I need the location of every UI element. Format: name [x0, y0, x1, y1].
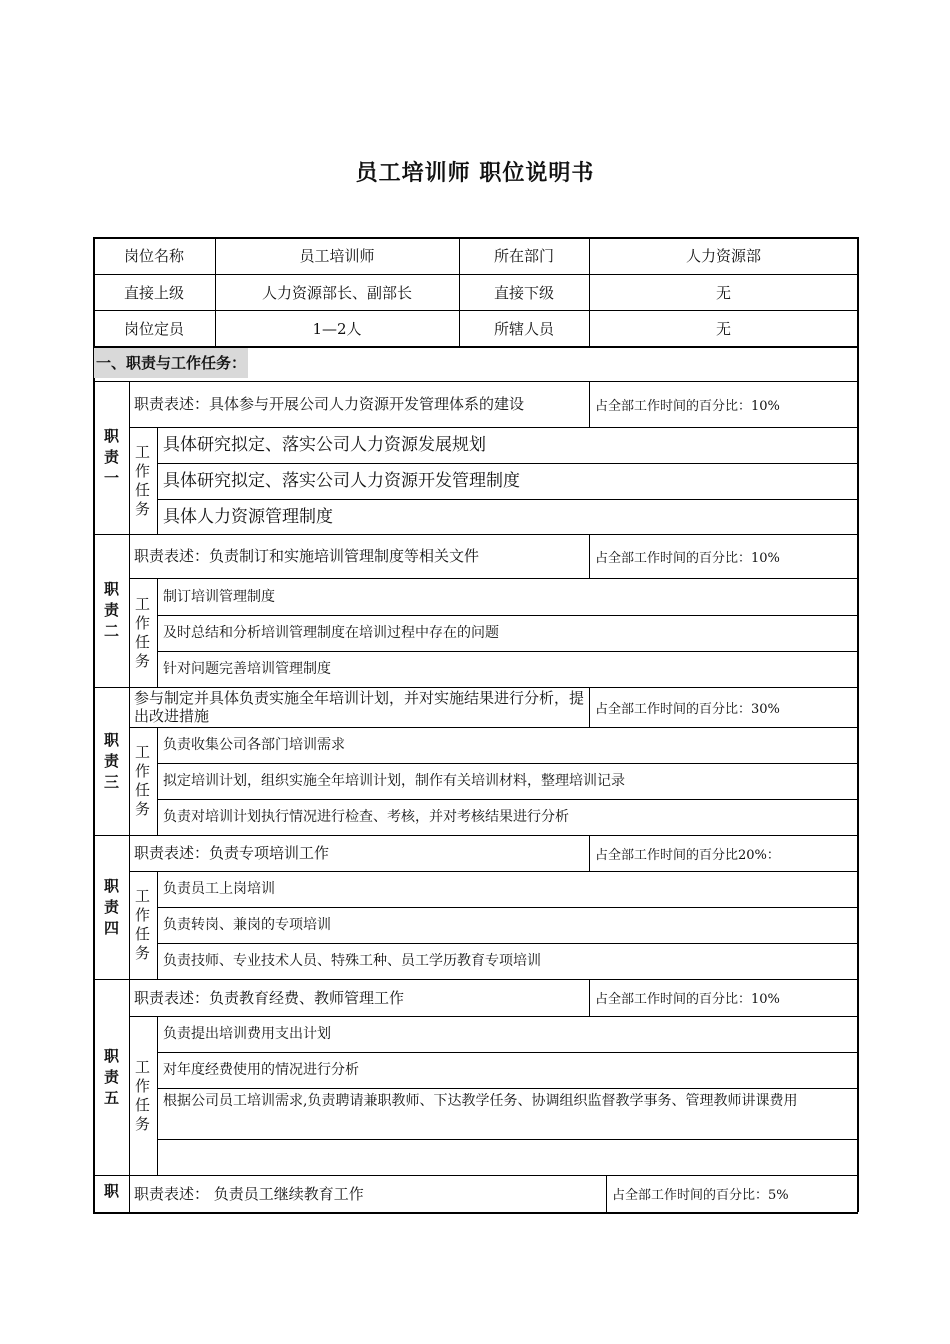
header-label: 直接上级 [123, 283, 184, 302]
header-row-rule [93, 274, 858, 275]
work-task-item: 负责转岗、兼岗的专项培训 [163, 917, 331, 933]
task-row-rule [157, 1088, 858, 1089]
responsibility-label [94, 835, 129, 979]
work-task-item: 负责对培训计划执行情况进行检查、考核，并对考核结果进行分析 [163, 809, 569, 825]
work-task-item: 负责技师、专业技术人员、特殊工种、员工学历教育专项培训 [163, 953, 541, 969]
desc-col-rule [589, 381, 590, 427]
task-row-rule [157, 907, 858, 908]
responsibility-label [94, 979, 129, 1175]
section-heading: 一、职责与工作任务： [94, 348, 248, 378]
desc-col-rule [589, 835, 590, 871]
work-task-item: 负责收集公司各部门培训需求 [163, 737, 345, 753]
page-title: 员工培训师 职位说明书 [355, 161, 595, 186]
header-col-rule [459, 237, 460, 346]
responsibility-description: 职责表述：负责制订和实施培训管理制度等相关文件 [134, 547, 480, 565]
work-task-label [129, 1016, 156, 1175]
responsibility-label-text: 职责三 [103, 730, 119, 791]
work-task-item: 对年度经费使用的情况进行分析 [163, 1062, 359, 1078]
header-value: 人力资源部长、副部长 [261, 283, 412, 302]
responsibility-label [94, 687, 129, 835]
time-percentage: 占全部工作时间的百分比：10% [595, 992, 780, 1007]
work-task-label-text: 工作任务 [134, 887, 150, 962]
time-percentage: 占全部工作时间的百分比：10% [595, 398, 780, 414]
desc-col-rule [589, 687, 590, 727]
work-task-item: 负责员工上岗培训 [163, 881, 275, 897]
header-label: 所在部门 [493, 247, 554, 265]
time-percentage: 占全部工作时间的百分比：10% [595, 550, 780, 566]
time-percentage: 占全部工作时间的百分比20%： [595, 847, 780, 863]
work-task-label [129, 578, 156, 687]
desc-col-rule [606, 1175, 607, 1212]
task-row-rule [157, 763, 858, 764]
header-label: 所辖人员 [493, 319, 554, 338]
header-label: 直接下级 [493, 283, 554, 302]
task-row-rule [157, 943, 858, 944]
responsibility-description: 职责表述： 负责员工继续教育工作 [134, 1184, 364, 1203]
header-value: 1—2人 [312, 319, 362, 338]
header-value: 人力资源部 [685, 247, 761, 265]
task-row-rule [157, 615, 858, 616]
work-task-label [129, 427, 156, 534]
work-task-label-text: 工作任务 [134, 442, 150, 518]
work-task-label-text: 工作任务 [134, 1057, 150, 1133]
header-label: 岗位定员 [123, 319, 184, 338]
responsibility-description: 参与制定并具体负责实施全年培训计划，并对实施结果进行分析，提出改进措施 [134, 689, 585, 725]
task-row-rule [157, 1052, 858, 1053]
work-task-item: 具体人力资源管理制度 [163, 506, 333, 527]
task-row-rule [157, 463, 858, 464]
header-col-rule [589, 237, 590, 346]
task-row-rule [157, 499, 858, 500]
work-task-item: 针对问题完善培训管理制度 [163, 661, 331, 677]
header-row-rule [93, 310, 858, 311]
work-task-item: 根据公司员工培训需求,负责聘请兼职教师、下达教学任务、协调组织监督教学事务、管理教师讲课费用 [163, 1093, 798, 1109]
header-value: 无 [715, 283, 731, 302]
header-label: 岗位名称 [123, 247, 184, 265]
header-value: 无 [715, 319, 731, 338]
responsibility-label-text: 职责二 [103, 580, 119, 640]
responsibility-description: 职责表述：具体参与开展公司人力资源开发管理体系的建设 [134, 395, 525, 413]
responsibility-label-text: 职 [103, 1182, 119, 1200]
task-row-rule [157, 1139, 858, 1140]
work-task-item: 具体研究拟定、落实公司人力资源开发管理制度 [163, 471, 520, 491]
time-percentage: 占全部工作时间的百分比：5% [612, 1188, 789, 1203]
time-percentage: 占全部工作时间的百分比：30% [595, 701, 780, 717]
task-row-rule [157, 799, 858, 800]
desc-col-rule [589, 979, 590, 1016]
responsibility-label-text: 职责一 [103, 427, 119, 487]
work-task-label-text: 工作任务 [134, 743, 150, 818]
responsibility-label-text: 职责四 [103, 876, 119, 937]
work-task-item: 制订培训管理制度 [163, 588, 275, 605]
work-task-label-text: 工作任务 [134, 594, 150, 670]
work-task-item [158, 1139, 857, 1175]
task-row-rule [157, 651, 858, 652]
header-value: 员工培训师 [299, 247, 375, 265]
work-task-item: 具体研究拟定、落实公司人力资源发展规划 [163, 435, 486, 455]
work-task-item: 负责提出培训费用支出计划 [163, 1026, 331, 1042]
work-task-item: 拟定培训计划，组织实施全年培训计划，制作有关培训材料，整理培训记录 [163, 773, 625, 789]
responsibility-rule [93, 1212, 858, 1214]
desc-col-rule [589, 534, 590, 578]
responsibility-label [94, 1181, 129, 1205]
responsibility-label [94, 381, 129, 534]
work-task-item: 及时总结和分析培训管理制度在培训过程中存在的问题 [163, 625, 499, 641]
responsibility-description: 职责表述：负责教育经费、教师管理工作 [134, 988, 405, 1007]
work-task-label [129, 871, 156, 979]
responsibility-label-text: 职责五 [103, 1046, 119, 1107]
work-task-label [129, 727, 156, 835]
header-col-rule [215, 237, 216, 346]
responsibility-label [94, 534, 129, 687]
responsibility-description: 职责表述：负责专项培训工作 [134, 844, 330, 862]
